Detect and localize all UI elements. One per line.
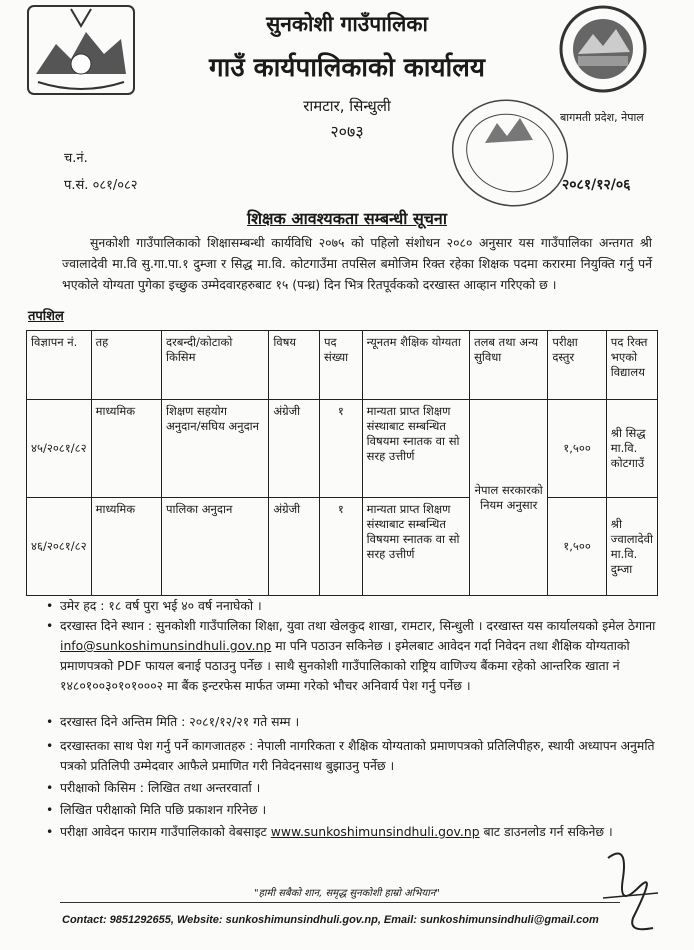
office-stamp — [445, 88, 575, 218]
bullet-place: • दरखास्त दिने स्थान : सुनकोशी गाउँपालिका शिक्षा, युवा तथा खेलकुद शाखा, रामटार, सिन्धुली । दरखास्त यस कार्यालयको इमेल ठेगाना info@sunkoshimunsindhuli.gov.np मा पनि पठाउन सकिनेछ । इमेलबाट आवेदन गर्दा निवेदन तथा शैक्षिक योग्यताको प्रमाणपत्रको PDF फायल बनाई पठाउनु पर्नेछ । साथै सुनकोशी गाउँपालिकाको राष्ट्रिय वाणिज्य बैंकमा रहेको आन्तरिक खाता नं १४८०१००३०१०१०००२ मा बैंक इन्टरफेस मार्फत जम्मा गरेको भौचर अनिवार्य पेश गर्नु पर्नेछ । — [46, 618, 656, 693]
cell-salary: नेपाल सरकारको नियम अनुसार — [470, 400, 548, 596]
cell-level: माध्यमिक — [91, 498, 161, 596]
letter-number: प.सं. ०८१/०८२ — [64, 178, 138, 193]
bullet-form-text-a: परीक्षा आवेदन फाराम गाउँपालिकाको वेबसाइट — [60, 824, 271, 839]
cell-type: पालिका अनुदान — [162, 498, 269, 596]
notice-date: २०८१/१२/०६ — [562, 177, 631, 193]
table-row — [27, 400, 658, 498]
bullet-age-text: उमेर हद : १८ वर्ष पुरा भई ४० वर्ष ननाघेको । — [60, 598, 262, 613]
notice-body-text: सुनकोशी गाउँपालिकाको शिक्षासम्बन्धी कार्यविधि २०७५ को पहिलो संशोधन २०८० अनुसार यस गाउँपालिका अन्तगत श्री ज्वालादेवी मा.वि सु.गा.पा.१ दुम्जा र सिद्ध मा.वि. कोटगाउँमा तपसिल बमोजिम रिक्त रहेका शिक्षक पदमा करारमा नियुक्ति गर्नु पर्ने भएकोले योग्यता पुगेका इच्छुक उम्मेदवारहरुबाट १५ (पन्ध्र) दिन भित्र रितपूर्वकको दरखास्त आव्हान गरिएको छ । — [62, 235, 652, 292]
header-salary: तलब तथा अन्य सुविधा — [470, 331, 548, 400]
details-heading: तपशिल — [28, 309, 64, 324]
office-name: गाउँ कार्यपालिकाको कार्यालय — [209, 53, 485, 83]
cell-fee: १,५०० — [548, 400, 606, 498]
cell-adv-no: ४५/२०८१/८२ — [27, 400, 92, 498]
bullet-exam-type-text: परीक्षाको किसिम : लिखित तथा अन्तरवार्ता । — [60, 780, 261, 795]
bullet-age: • उमेर हद : १८ वर्ष पुरा भई ४० वर्ष ननाघेको । — [46, 598, 262, 613]
vacancy-table — [26, 330, 658, 596]
email-link[interactable]: info@sunkoshimunsindhuli.gov.np — [60, 638, 272, 653]
cell-subject: अंग्रेजी — [269, 498, 320, 596]
cell-type: शिक्षण सहयोग अनुदान/सघिय अनुदान — [162, 400, 269, 498]
bullet-documents: • दरखास्तका साथ पेश गर्नु पर्ने कागजातहरु : नेपाली नागरिकता र शैक्षिक योग्यताको प्रमाणपत्रको प्रतिलिपीहरु, स्थायी अध्यापन अनुमति पत्रको प्रतिलिपी उम्मेदवार आफैले प्रमाणित गरी निवेदनसाथ बुझाउनु पर्नेछ । — [46, 738, 655, 773]
bullet-place-text-a: दरखास्त दिने स्थान : सुनकोशी गाउँपालिका शिक्षा, युवा तथा खेलकुद शाखा, रामटार, सिन्धुली । दरखास्त यस कार्यालयको इमेल ठेगाना — [60, 618, 656, 633]
bullet-form: • परीक्षा आवेदन फाराम गाउँपालिकाको वेबसाइट www.sunkoshimunsindhuli.gov.np बाट डाउनलोड गर्न सकिनेछ । — [46, 824, 613, 839]
cell-school: श्री सिद्ध मा.वि. कोटगाउँ — [606, 400, 657, 498]
header-qualification: न्यूनतम शैक्षिक योग्यता — [362, 331, 469, 400]
website-link[interactable]: www.sunkoshimunsindhuli.gov.np — [270, 824, 480, 839]
header-school: पद रिक्त भएको विद्यालय — [606, 331, 657, 400]
bullet-exam-date-text: लिखित परीक्षाको मिति पछि प्रकाशन गरिनेछ । — [60, 802, 267, 817]
table-row — [27, 498, 658, 596]
bullet-form-text-b: बाट डाउनलोड गर्न सकिनेछ । — [479, 824, 613, 839]
cell-qualification: मान्यता प्राप्त शिक्षण संस्थाबाट सम्बन्धित विषयमा स्नातक वा सो सरह उत्तीर्ण — [362, 498, 469, 596]
cell-fee: १,५०० — [548, 498, 606, 596]
province-name: बागमती प्रदेश, नेपाल — [560, 111, 644, 124]
footer-divider — [60, 902, 620, 903]
table-header-row — [27, 331, 658, 400]
bullet-documents-text: दरखास्तका साथ पेश गर्नु पर्ने कागजातहरु : नेपाली नागरिकता र शैक्षिक योग्यताको प्रमाणपत्रको प्रतिलिपीहरु, स्थायी अध्यापन अनुमति पत्रको प्रतिलिपी उम्मेदवार आफैले प्रमाणित गरी निवेदनसाथ बुझाउनु पर्नेछ । — [60, 738, 655, 773]
bullet-deadline-text: दरखास्त दिने अन्तिम मिति : २०८१/१२/२१ गते सम्म । — [60, 714, 300, 729]
cell-posts: १ — [319, 400, 362, 498]
cell-level: माध्यमिक — [91, 400, 161, 498]
dispatch-number: च.नं. — [64, 151, 88, 166]
bullet-exam-type: • परीक्षाको किसिम : लिखित तथा अन्तरवार्ता । — [46, 780, 261, 795]
cell-qualification: मान्यता प्राप्त शिक्षण संस्थाबाट सम्बन्धित विषयमा स्नातक वा सो सरह उत्तीर्ण — [362, 400, 469, 498]
cell-adv-no: ४६/२०८१/८२ — [27, 498, 92, 596]
notice-title: शिक्षक आवश्यकता सम्बन्धी सूचना — [247, 209, 447, 228]
bullet-deadline: • दरखास्त दिने अन्तिम मिति : २०८१/१२/२१ गते सम्म । — [46, 714, 300, 729]
header-subject: विषय — [269, 331, 320, 400]
footer-contact: Contact: 9851292655, Website: sunkoshimunsindhuli.gov.np, Email: sunkoshimunsindhuli@gmail.com — [62, 914, 599, 926]
cell-school: श्री ज्वालादेवी मा.वि. दुम्जा — [606, 498, 657, 596]
header-level: तह — [91, 331, 161, 400]
bullet-place-text-b: मा पनि पठाउन सकिनेछ । इमेलबाट आवेदन गर्दा निवेदन तथा शैक्षिक योग्यताको प्रमाणपत्रको PDF फायल बनाई पठाउनु पर्नेछ । साथै सुनकोशी गाउँपालिकाको राष्ट्रिय वाणिज्य बैंकमा रहेको आन्तरिक खाता नं १४८०१००३०१०१०००२ मा बैंक इन्टरफेस मार्फत जम्मा गरेको भौचर अनिवार्य पेश गर्नु पर्नेछ । — [60, 638, 630, 693]
established-year: २०७३ — [330, 122, 364, 141]
header-adv-no: विज्ञापन नं. — [27, 331, 92, 400]
cell-posts: १ — [319, 498, 362, 596]
header-type: दरबन्दी/कोटाको किसिम — [162, 331, 269, 400]
municipality-name: सुनकोशी गाउँपालिका — [266, 12, 428, 36]
cell-subject: अंग्रेजी — [269, 400, 320, 498]
bullet-exam-date: • लिखित परीक्षाको मिति पछि प्रकाशन गरिनेछ । — [46, 802, 267, 817]
notice-body — [62, 232, 652, 295]
office-address: रामटार, सिन्धुली — [303, 97, 391, 115]
header-posts: पद संख्या — [319, 331, 362, 400]
footer-motto: "हामी सबैको शान, समृद्ध सुनकोशी हाम्रो अभियान" — [254, 888, 440, 899]
header-fee: परीक्षा दस्तुर — [548, 331, 606, 400]
